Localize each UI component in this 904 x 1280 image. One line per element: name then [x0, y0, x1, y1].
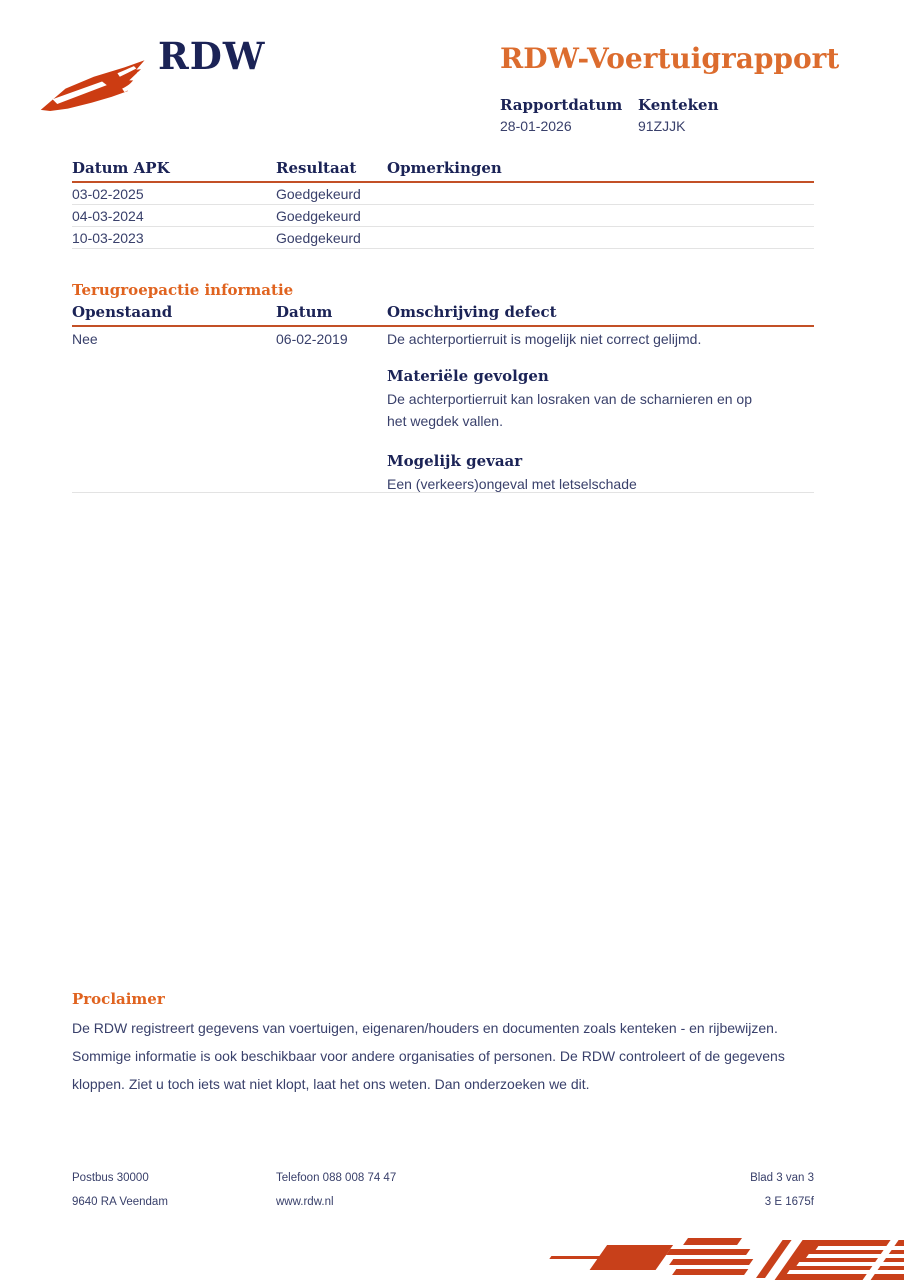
- rdw-speed-stripes-graphic: [514, 1238, 904, 1280]
- possible-danger-heading: Mogelijk gevaar: [387, 452, 523, 470]
- footer-address-line2: 9640 RA Veendam: [72, 1196, 168, 1208]
- recall-table: [72, 303, 814, 347]
- page-title: RDW-Voertuigrapport: [500, 42, 840, 75]
- footer-phone: Telefoon 088 008 74 47: [276, 1172, 397, 1184]
- apk-row-resultaat: Goedgekeurd: [276, 229, 361, 246]
- apk-col-opmerkingen-header: Opmerkingen: [387, 159, 502, 177]
- section-divider: [72, 492, 814, 493]
- recall-header-rule: [72, 325, 814, 327]
- footer-doc-code: 3 E 1675f: [764, 1196, 814, 1208]
- recall-col-omschrijving-header: Omschrijving defect: [387, 303, 557, 321]
- apk-row-resultaat: Goedgekeurd: [276, 185, 361, 202]
- footer-website: www.rdw.nl: [276, 1196, 334, 1208]
- recall-col-openstaand-header: Openstaand: [72, 303, 173, 321]
- apk-table: [72, 159, 814, 249]
- table-row: [72, 205, 814, 226]
- footer-address-line1: Postbus 30000: [72, 1172, 149, 1184]
- apk-table-header-row: [72, 159, 814, 177]
- recall-row-datum: 06-02-2019: [276, 331, 348, 347]
- license-plate-label: Kenteken: [638, 96, 719, 114]
- proclaimer-heading: Proclaimer: [72, 990, 165, 1008]
- recall-col-datum-header: Datum: [276, 303, 333, 321]
- proclaimer-text: De RDW registreert gegevens van voertuigen, eigenaren/houders en documenten zoals kenteken - en rijbewijzen. Sommige informatie is ook beschikbaar voor andere organisaties of personen. De RDW controleert of de gegevens kloppen. Ziet u toch iets wat niet klopt, laat het ons weten. Dan onderzoeken we dit.: [72, 1020, 785, 1092]
- material-consequences-text: De achterportierruit kan losraken van de scharnieren en op het wegdek vallen.: [387, 391, 752, 429]
- report-date-value: 28-01-2026: [500, 118, 572, 134]
- apk-row-resultaat: Goedgekeurd: [276, 207, 361, 224]
- rdw-logo-wing-icon: [36, 52, 154, 114]
- material-consequences-heading: Materiële gevolgen: [387, 367, 549, 385]
- recall-table-header-row: [72, 303, 814, 321]
- possible-danger-text: Een (verkeers)ongeval met letselschade: [387, 476, 637, 492]
- apk-col-resultaat-header: Resultaat: [276, 159, 357, 177]
- apk-row-datum: 04-03-2024: [72, 207, 144, 224]
- table-row: [72, 331, 814, 347]
- apk-row-datum: 03-02-2025: [72, 185, 144, 202]
- rdw-logo-text: RDW: [158, 34, 266, 78]
- table-row: [72, 227, 814, 248]
- license-plate-value: 91ZJJK: [638, 118, 686, 134]
- recall-row-omschrijving: De achterportierruit is mogelijk niet correct gelijmd.: [387, 331, 702, 347]
- report-date-label: Rapportdatum: [500, 96, 623, 114]
- footer-page-info: Blad 3 van 3: [750, 1172, 814, 1184]
- apk-row-datum: 10-03-2023: [72, 229, 144, 246]
- recall-row-openstaand: Nee: [72, 331, 98, 347]
- table-row: [72, 183, 814, 204]
- apk-col-datum-header: Datum APK: [72, 159, 170, 177]
- recall-section-heading: Terugroepactie informatie: [72, 281, 294, 299]
- row-divider: [72, 248, 814, 249]
